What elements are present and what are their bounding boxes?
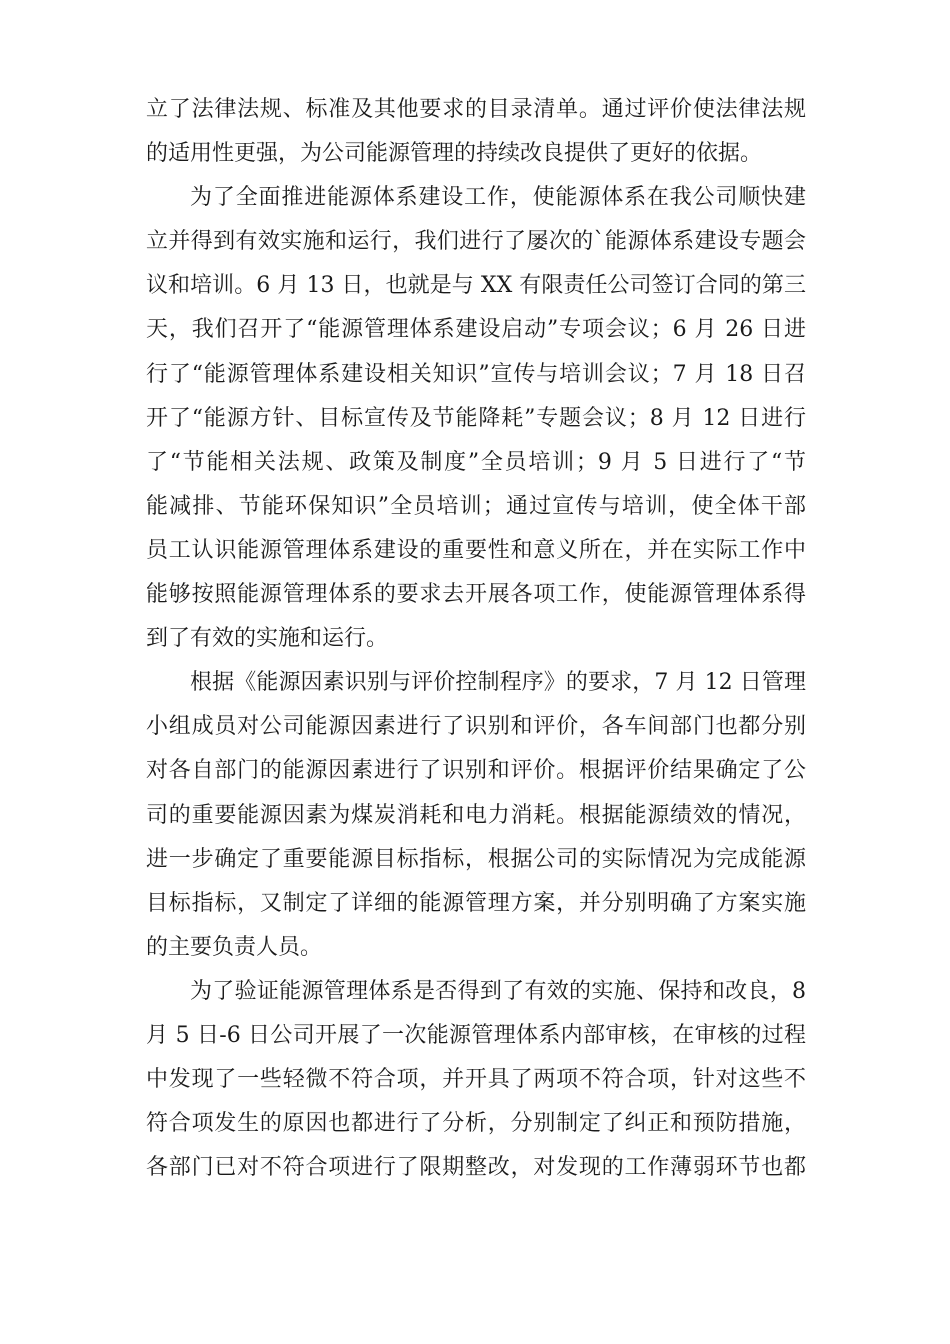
text-line: 员工认识能源管理体系建设的重要性和意义所在，并在实际工作中 (146, 537, 806, 563)
text-line: 能够按照能源管理体系的要求去开展各项工作，使能源管理体系得 (146, 582, 806, 608)
text-line: 能减排、节能环保知识”全员培训；通过宣传与培训，使全体干部 (146, 493, 806, 519)
text-line: 议和培训。6 月 13 日，也就是与 XX 有限责任公司签订合同的第三 (146, 273, 806, 299)
text-line: 月 5 日-6 日公司开展了一次能源管理体系内部审核，在审核的过程 (146, 1022, 806, 1048)
text-line: 进一步确定了重要能源目标指标，根据公司的实际情况为完成能源 (146, 846, 806, 872)
text-line: 立并得到有效实施和运行，我们进行了屡次的`能源体系建设专题会 (146, 229, 806, 255)
text-line: 开了“能源方针、目标宣传及节能降耗”专题会议；8 月 12 日进行 (146, 405, 806, 431)
document-body (146, 88, 806, 1190)
text-line: 符合项发生的原因也都进行了分析，分别制定了纠正和预防措施， (146, 1111, 806, 1137)
text-line: 到了有效的实施和运行。 (146, 626, 389, 652)
text-line: 司的重要能源因素为煤炭消耗和电力消耗。根据能源绩效的情况， (146, 802, 806, 828)
text-line: 的主要负责人员。 (146, 934, 323, 960)
text-line: 目标指标，又制定了详细的能源管理方案，并分别明确了方案实施 (146, 890, 806, 916)
text-line: 了“节能相关法规、政策及制度”全员培训；9 月 5 日进行了“节 (146, 449, 806, 475)
text-line: 各部门已对不符合项进行了限期整改，对发现的工作薄弱环节也都 (146, 1155, 806, 1181)
text-line: 立了法律法规、标准及其他要求的目录清单。通过评价使法律法规 (146, 97, 806, 122)
text-line: 根据《能源因素识别与评价控制程序》的要求，7 月 12 日管理 (190, 670, 806, 696)
text-line: 为了全面推进能源体系建设工作，使能源体系在我公司顺快建 (190, 185, 806, 211)
text-line: 小组成员对公司能源因素进行了识别和评价，各车间部门也都分别 (146, 714, 806, 740)
text-line: 对各自部门的能源因素进行了识别和评价。根据评价结果确定了公 (146, 758, 806, 784)
text-line: 中发现了一些轻微不符合项，并开具了两项不符合项，针对这些不 (146, 1067, 806, 1093)
text-line: 行了“能源管理体系建设相关知识”宣传与培训会议；7 月 18 日召 (146, 361, 806, 387)
text-line: 为了验证能源管理体系是否得到了有效的实施、保持和改良，8 (190, 978, 806, 1004)
text-line: 的适用性更强，为公司能源管理的持续改良提供了更好的依据。 (146, 141, 763, 167)
text-line: 天，我们召开了“能源管理体系建设启动”专项会议；6 月 26 日进 (146, 317, 806, 343)
